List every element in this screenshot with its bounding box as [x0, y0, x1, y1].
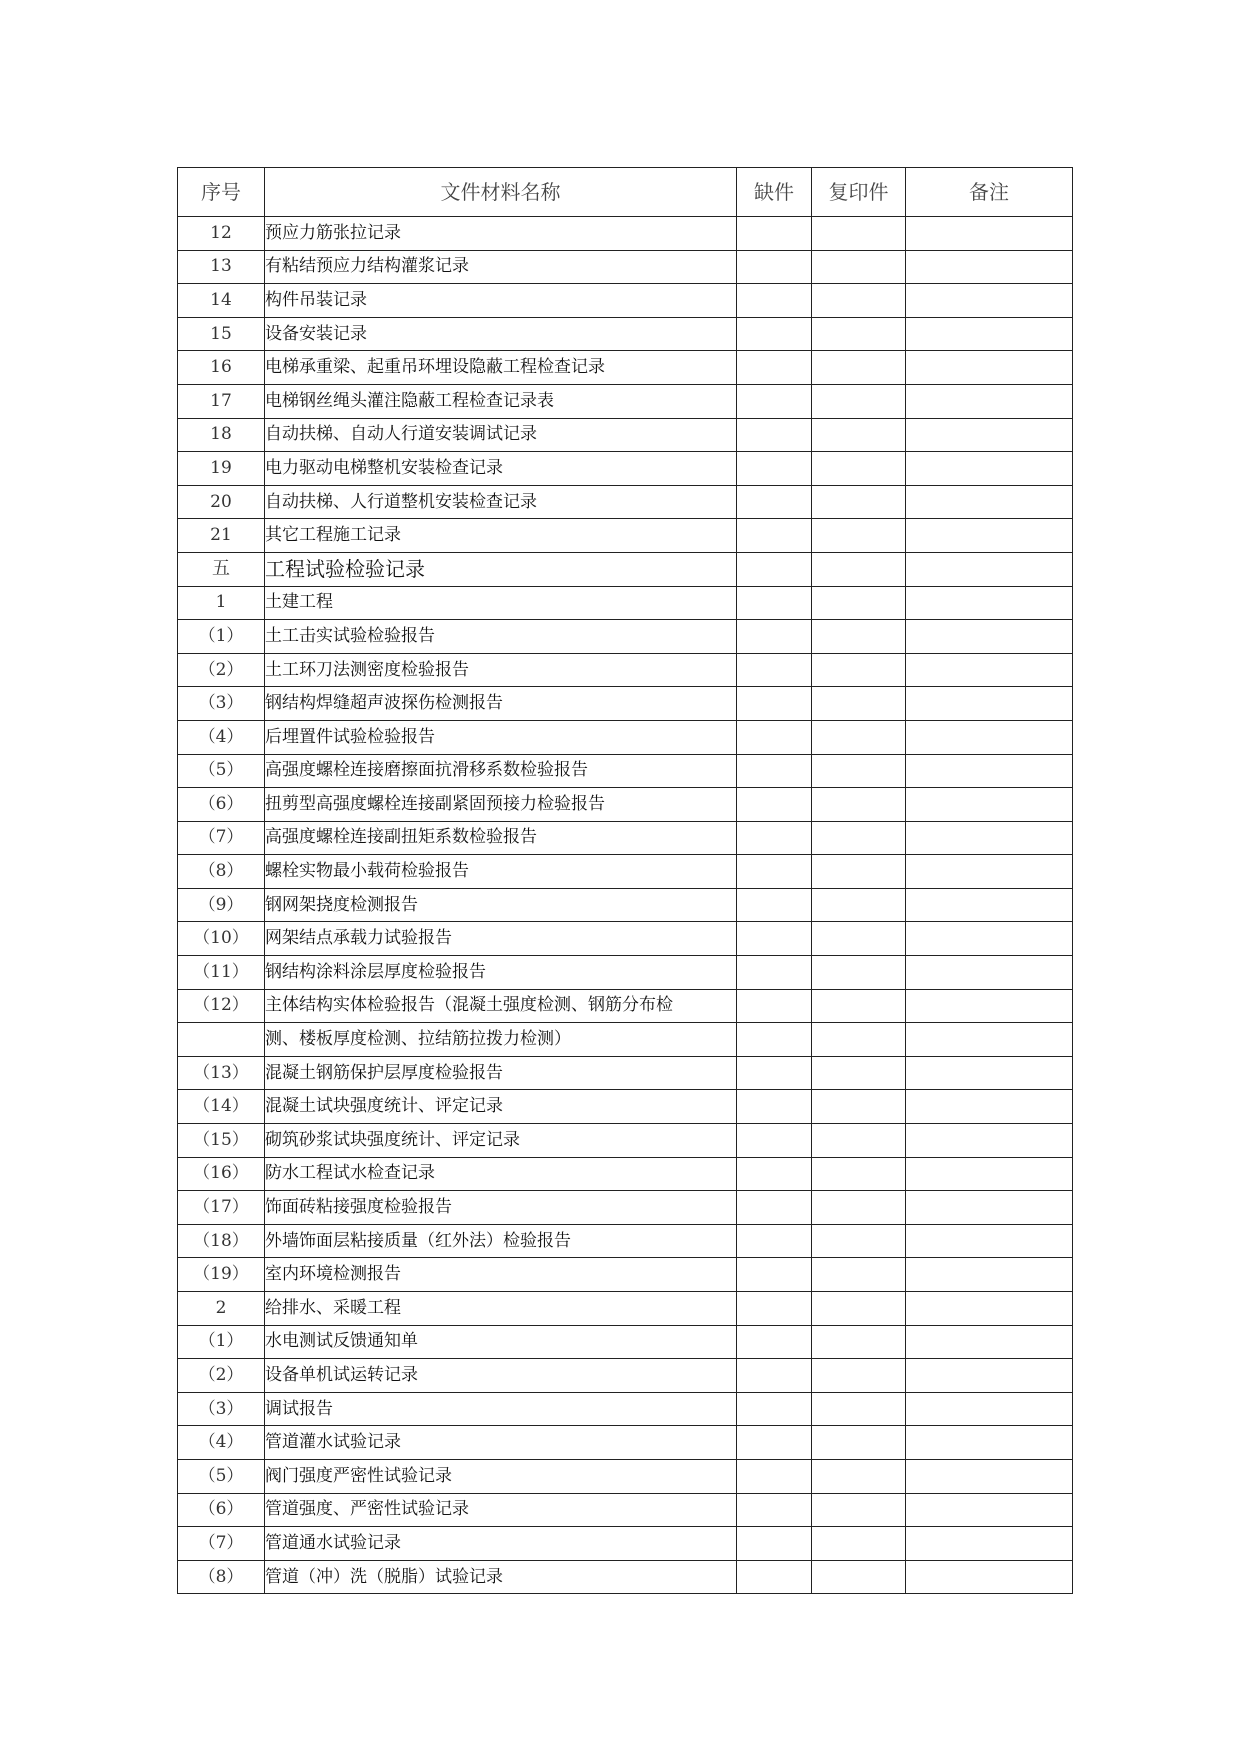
copy-cell [812, 519, 906, 553]
remark-cell [906, 1392, 1073, 1426]
missing-cell [737, 1359, 812, 1393]
document-name-cell: 自动扶梯、自动人行道安装调试记录 [265, 418, 737, 452]
serial-no-cell: 21 [178, 519, 265, 553]
copy-cell [812, 1292, 906, 1326]
serial-no-cell: （6） [178, 788, 265, 822]
table-row [178, 1459, 1073, 1493]
document-name-cell: 主体结构实体检验报告（混凝土强度检测、钢筋分布检 [265, 989, 737, 1023]
serial-no-cell: （2） [178, 653, 265, 687]
remark-cell [906, 217, 1073, 251]
serial-no-cell: （6） [178, 1493, 265, 1527]
missing-cell [737, 922, 812, 956]
copy-cell [812, 1325, 906, 1359]
document-name-cell: 电梯承重梁、起重吊环埋设隐蔽工程检查记录 [265, 351, 737, 385]
remark-cell [906, 620, 1073, 654]
remark-cell [906, 418, 1073, 452]
document-name-cell: 管道强度、严密性试验记录 [265, 1493, 737, 1527]
document-name-cell: 土工环刀法测密度检验报告 [265, 653, 737, 687]
missing-cell [737, 1392, 812, 1426]
document-name-cell: 混凝土钢筋保护层厚度检验报告 [265, 1056, 737, 1090]
remark-cell [906, 1292, 1073, 1326]
document-name-cell: 工程试验检验记录 [265, 552, 737, 586]
document-name-cell: 水电测试反馈通知单 [265, 1325, 737, 1359]
missing-cell [737, 720, 812, 754]
table-row [178, 1258, 1073, 1292]
remark-cell [906, 788, 1073, 822]
header-missing: 缺件 [737, 168, 812, 217]
table-row [178, 452, 1073, 486]
remark-cell [906, 888, 1073, 922]
document-name-cell: 测、楼板厚度检测、拉结筋拉拨力检测） [265, 1023, 737, 1057]
missing-cell [737, 1459, 812, 1493]
serial-no-cell: （17） [178, 1191, 265, 1225]
serial-no-cell: （5） [178, 754, 265, 788]
serial-no-cell: （8） [178, 1560, 265, 1594]
copy-cell [812, 485, 906, 519]
serial-no-cell: （16） [178, 1157, 265, 1191]
remark-cell [906, 250, 1073, 284]
document-name-cell: 螺栓实物最小载荷检验报告 [265, 855, 737, 889]
table-row [178, 284, 1073, 318]
missing-cell [737, 620, 812, 654]
remark-cell [906, 1124, 1073, 1158]
table-row [178, 620, 1073, 654]
serial-no-cell: （4） [178, 1426, 265, 1460]
serial-no-cell: （7） [178, 821, 265, 855]
document-name-cell: 管道灌水试验记录 [265, 1426, 737, 1460]
remark-cell [906, 1459, 1073, 1493]
copy-cell [812, 1090, 906, 1124]
serial-no-cell: （11） [178, 956, 265, 990]
copy-cell [812, 418, 906, 452]
missing-cell [737, 788, 812, 822]
table-row [178, 1090, 1073, 1124]
table-row [178, 788, 1073, 822]
copy-cell [812, 1493, 906, 1527]
document-name-cell: 混凝土试块强度统计、评定记录 [265, 1090, 737, 1124]
copy-cell [812, 1459, 906, 1493]
missing-cell [737, 250, 812, 284]
table-row [178, 1325, 1073, 1359]
document-name-cell: 构件吊装记录 [265, 284, 737, 318]
document-name-cell: 网架结点承载力试验报告 [265, 922, 737, 956]
remark-cell [906, 1056, 1073, 1090]
missing-cell [737, 1325, 812, 1359]
remark-cell [906, 653, 1073, 687]
serial-no-cell: （3） [178, 687, 265, 721]
missing-cell [737, 418, 812, 452]
file-materials-table [177, 167, 1073, 1594]
serial-no-cell: （5） [178, 1459, 265, 1493]
missing-cell [737, 485, 812, 519]
remark-cell [906, 989, 1073, 1023]
missing-cell [737, 1157, 812, 1191]
table-row [178, 1493, 1073, 1527]
serial-no-cell: （1） [178, 1325, 265, 1359]
document-name-cell: 其它工程施工记录 [265, 519, 737, 553]
document-name-cell: 电梯钢丝绳头灌注隐蔽工程检查记录表 [265, 384, 737, 418]
missing-cell [737, 1426, 812, 1460]
table-row [178, 317, 1073, 351]
remark-cell [906, 956, 1073, 990]
table-row [178, 754, 1073, 788]
serial-no-cell: 五 [178, 552, 265, 586]
missing-cell [737, 586, 812, 620]
serial-no-cell: 20 [178, 485, 265, 519]
copy-cell [812, 687, 906, 721]
document-name-cell: 有粘结预应力结构灌浆记录 [265, 250, 737, 284]
remark-cell [906, 284, 1073, 318]
missing-cell [737, 1023, 812, 1057]
table-row [178, 418, 1073, 452]
remark-cell [906, 485, 1073, 519]
remark-cell [906, 1090, 1073, 1124]
table-row [178, 1023, 1073, 1057]
document-name-cell: 预应力筋张拉记录 [265, 217, 737, 251]
missing-cell [737, 1258, 812, 1292]
document-name-cell: 自动扶梯、人行道整机安装检查记录 [265, 485, 737, 519]
copy-cell [812, 586, 906, 620]
document-name-cell: 管道通水试验记录 [265, 1527, 737, 1561]
header-serial-no: 序号 [178, 168, 265, 217]
document-name-cell: 后埋置件试验检验报告 [265, 720, 737, 754]
missing-cell [737, 855, 812, 889]
missing-cell [737, 989, 812, 1023]
missing-cell [737, 653, 812, 687]
remark-cell [906, 720, 1073, 754]
table-row [178, 1191, 1073, 1225]
copy-cell [812, 1392, 906, 1426]
document-name-cell: 土工击实试验检验报告 [265, 620, 737, 654]
table-row [178, 1056, 1073, 1090]
serial-no-cell: 17 [178, 384, 265, 418]
remark-cell [906, 687, 1073, 721]
serial-no-cell: （13） [178, 1056, 265, 1090]
section-row [178, 552, 1073, 586]
remark-cell [906, 1224, 1073, 1258]
table-row [178, 956, 1073, 990]
table-row [178, 1560, 1073, 1594]
copy-cell [812, 620, 906, 654]
copy-cell [812, 1124, 906, 1158]
copy-cell [812, 452, 906, 486]
table-row [178, 1124, 1073, 1158]
missing-cell [737, 1527, 812, 1561]
document-name-cell: 砌筑砂浆试块强度统计、评定记录 [265, 1124, 737, 1158]
table-row [178, 1392, 1073, 1426]
table-row [178, 989, 1073, 1023]
copy-cell [812, 1258, 906, 1292]
table-row [178, 250, 1073, 284]
serial-no-cell [178, 1023, 265, 1057]
remark-cell [906, 1157, 1073, 1191]
table-row [178, 720, 1073, 754]
missing-cell [737, 452, 812, 486]
table-row [178, 1292, 1073, 1326]
copy-cell [812, 1023, 906, 1057]
document-name-cell: 扭剪型高强度螺栓连接副紧固预接力检验报告 [265, 788, 737, 822]
missing-cell [737, 317, 812, 351]
serial-no-cell: （10） [178, 922, 265, 956]
table-row [178, 1359, 1073, 1393]
remark-cell [906, 922, 1073, 956]
remark-cell [906, 1493, 1073, 1527]
table-row [178, 519, 1073, 553]
serial-no-cell: （19） [178, 1258, 265, 1292]
header-copy: 复印件 [812, 168, 906, 217]
document-name-cell: 钢结构涂料涂层厚度检验报告 [265, 956, 737, 990]
remark-cell [906, 586, 1073, 620]
copy-cell [812, 989, 906, 1023]
remark-cell [906, 1258, 1073, 1292]
copy-cell [812, 653, 906, 687]
table-row [178, 1527, 1073, 1561]
table-row [178, 217, 1073, 251]
table-row [178, 821, 1073, 855]
remark-cell [906, 384, 1073, 418]
copy-cell [812, 1426, 906, 1460]
table-row [178, 653, 1073, 687]
document-name-cell: 给排水、采暖工程 [265, 1292, 737, 1326]
missing-cell [737, 1090, 812, 1124]
missing-cell [737, 1124, 812, 1158]
document-name-cell: 室内环境检测报告 [265, 1258, 737, 1292]
serial-no-cell: 14 [178, 284, 265, 318]
copy-cell [812, 1191, 906, 1225]
serial-no-cell: 2 [178, 1292, 265, 1326]
table-row [178, 351, 1073, 385]
document-name-cell: 高强度螺栓连接副扭矩系数检验报告 [265, 821, 737, 855]
missing-cell [737, 1191, 812, 1225]
missing-cell [737, 687, 812, 721]
table-row [178, 922, 1073, 956]
header-remark: 备注 [906, 168, 1073, 217]
missing-cell [737, 1224, 812, 1258]
table-row [178, 1224, 1073, 1258]
missing-cell [737, 754, 812, 788]
serial-no-cell: （3） [178, 1392, 265, 1426]
serial-no-cell: （7） [178, 1527, 265, 1561]
copy-cell [812, 855, 906, 889]
table-row [178, 384, 1073, 418]
copy-cell [812, 351, 906, 385]
copy-cell [812, 250, 906, 284]
copy-cell [812, 1056, 906, 1090]
document-name-cell: 设备单机试运转记录 [265, 1359, 737, 1393]
serial-no-cell: （4） [178, 720, 265, 754]
missing-cell [737, 1292, 812, 1326]
copy-cell [812, 317, 906, 351]
serial-no-cell: 13 [178, 250, 265, 284]
missing-cell [737, 552, 812, 586]
table-body [178, 217, 1073, 1594]
missing-cell [737, 351, 812, 385]
table-row [178, 485, 1073, 519]
document-name-cell: 外墙饰面层粘接质量（红外法）检验报告 [265, 1224, 737, 1258]
remark-cell [906, 1325, 1073, 1359]
document-name-cell: 饰面砖粘接强度检验报告 [265, 1191, 737, 1225]
document-name-cell: 电力驱动电梯整机安装检查记录 [265, 452, 737, 486]
copy-cell [812, 284, 906, 318]
missing-cell [737, 1560, 812, 1594]
table-row [178, 855, 1073, 889]
remark-cell [906, 452, 1073, 486]
serial-no-cell: （15） [178, 1124, 265, 1158]
copy-cell [812, 956, 906, 990]
copy-cell [812, 720, 906, 754]
remark-cell [906, 552, 1073, 586]
serial-no-cell: （8） [178, 855, 265, 889]
missing-cell [737, 519, 812, 553]
missing-cell [737, 284, 812, 318]
missing-cell [737, 217, 812, 251]
missing-cell [737, 821, 812, 855]
missing-cell [737, 956, 812, 990]
serial-no-cell: （1） [178, 620, 265, 654]
document-name-cell: 调试报告 [265, 1392, 737, 1426]
remark-cell [906, 1023, 1073, 1057]
remark-cell [906, 1426, 1073, 1460]
copy-cell [812, 888, 906, 922]
document-name-cell: 钢结构焊缝超声波探伤检测报告 [265, 687, 737, 721]
remark-cell [906, 317, 1073, 351]
serial-no-cell: 15 [178, 317, 265, 351]
copy-cell [812, 1359, 906, 1393]
serial-no-cell: 19 [178, 452, 265, 486]
serial-no-cell: （12） [178, 989, 265, 1023]
copy-cell [812, 552, 906, 586]
serial-no-cell: 1 [178, 586, 265, 620]
table-row [178, 888, 1073, 922]
missing-cell [737, 1056, 812, 1090]
remark-cell [906, 351, 1073, 385]
copy-cell [812, 1157, 906, 1191]
copy-cell [812, 788, 906, 822]
document-name-cell: 防水工程试水检查记录 [265, 1157, 737, 1191]
document-name-cell: 土建工程 [265, 586, 737, 620]
serial-no-cell: （18） [178, 1224, 265, 1258]
table-row [178, 687, 1073, 721]
document-name-cell: 钢网架挠度检测报告 [265, 888, 737, 922]
serial-no-cell: （9） [178, 888, 265, 922]
copy-cell [812, 1560, 906, 1594]
copy-cell [812, 1527, 906, 1561]
document-name-cell: 设备安装记录 [265, 317, 737, 351]
table-row [178, 586, 1073, 620]
copy-cell [812, 754, 906, 788]
serial-no-cell: （14） [178, 1090, 265, 1124]
remark-cell [906, 519, 1073, 553]
remark-cell [906, 754, 1073, 788]
copy-cell [812, 821, 906, 855]
document-name-cell: 阀门强度严密性试验记录 [265, 1459, 737, 1493]
table-row [178, 1157, 1073, 1191]
header-document-name: 文件材料名称 [265, 168, 737, 217]
table-header [178, 168, 1073, 217]
remark-cell [906, 855, 1073, 889]
serial-no-cell: 16 [178, 351, 265, 385]
missing-cell [737, 888, 812, 922]
serial-no-cell: 18 [178, 418, 265, 452]
copy-cell [812, 922, 906, 956]
table-row [178, 1426, 1073, 1460]
serial-no-cell: （2） [178, 1359, 265, 1393]
remark-cell [906, 821, 1073, 855]
missing-cell [737, 384, 812, 418]
header-row [178, 168, 1073, 217]
serial-no-cell: 12 [178, 217, 265, 251]
remark-cell [906, 1560, 1073, 1594]
document-name-cell: 高强度螺栓连接磨擦面抗滑移系数检验报告 [265, 754, 737, 788]
remark-cell [906, 1191, 1073, 1225]
remark-cell [906, 1527, 1073, 1561]
remark-cell [906, 1359, 1073, 1393]
missing-cell [737, 1493, 812, 1527]
copy-cell [812, 384, 906, 418]
copy-cell [812, 217, 906, 251]
copy-cell [812, 1224, 906, 1258]
document-name-cell: 管道（冲）洗（脱脂）试验记录 [265, 1560, 737, 1594]
